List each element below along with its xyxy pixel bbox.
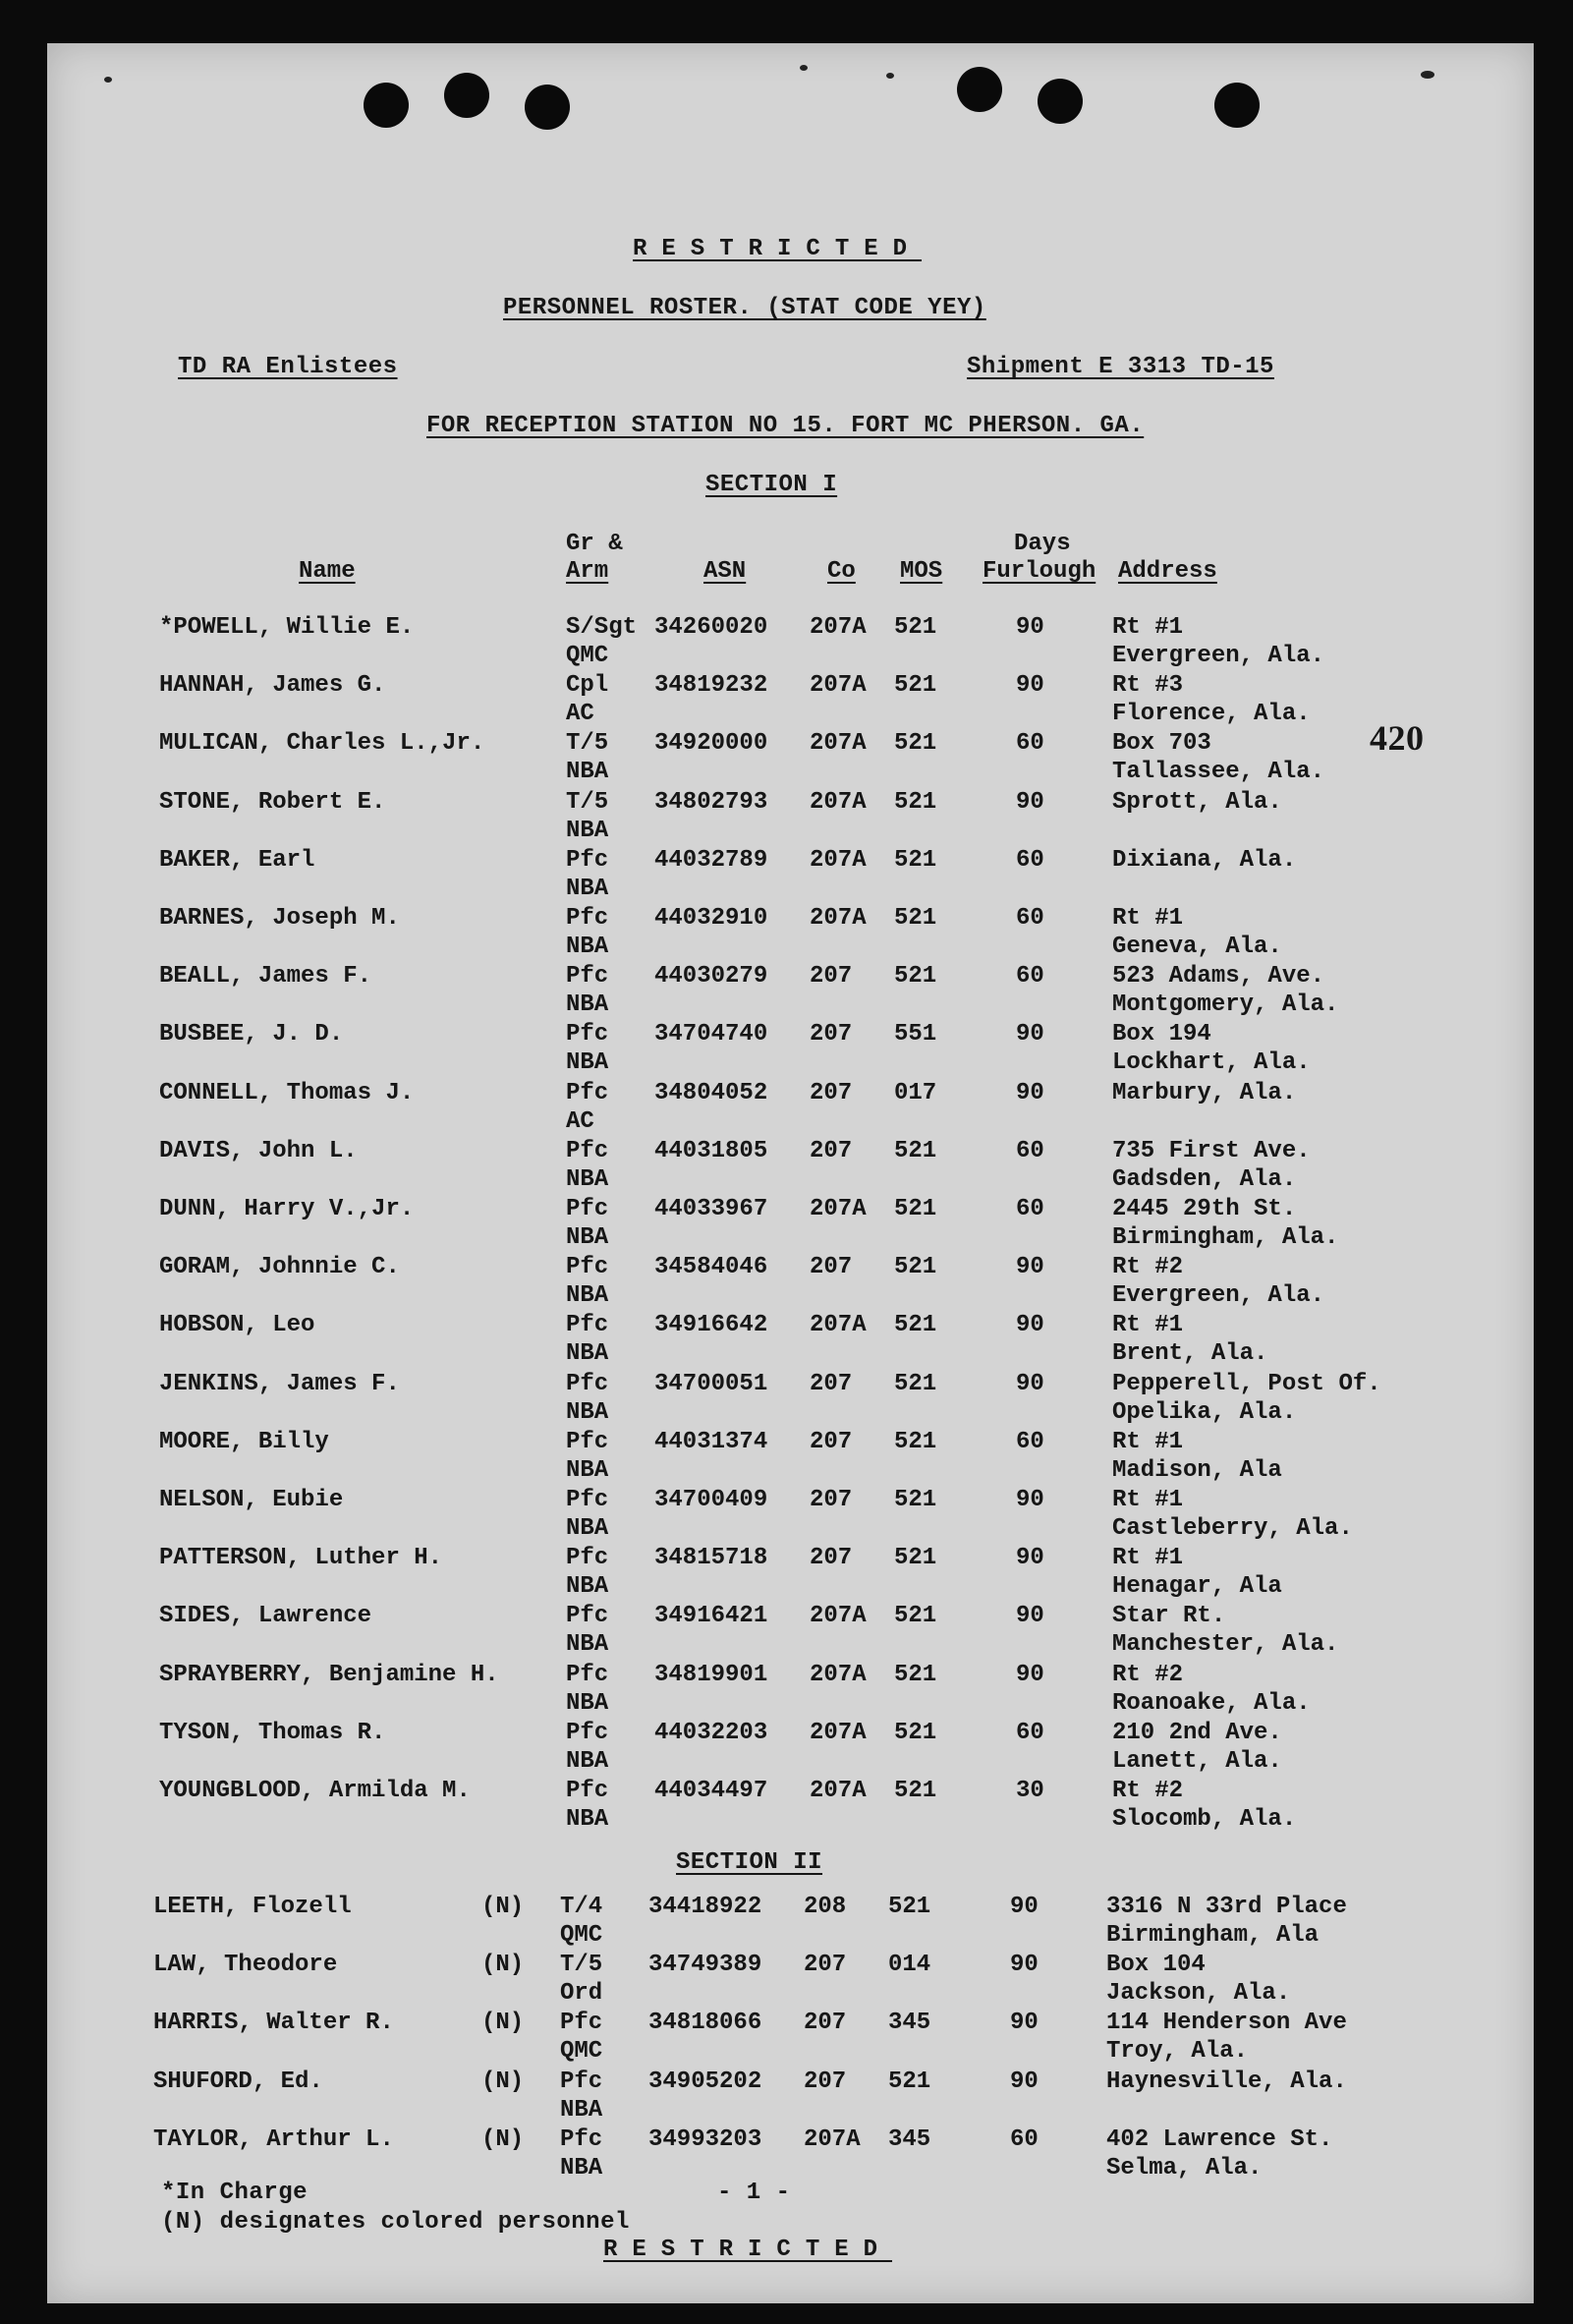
table-row bbox=[41, 2126, 1528, 2184]
mos-cell: 521 bbox=[894, 846, 937, 874]
address-line-1: 2445 29th St. bbox=[1112, 1196, 1297, 1222]
arm-cell: AC bbox=[566, 701, 594, 728]
grade-cell: Cpl bbox=[566, 672, 609, 700]
name-cell: *POWELL, Willie E. bbox=[159, 614, 415, 641]
table-row bbox=[47, 1428, 1534, 1487]
arm-cell: QMC bbox=[560, 2038, 603, 2066]
grade-cell: Pfc bbox=[560, 2010, 603, 2037]
arm-cell: NBA bbox=[566, 1456, 609, 1484]
arm-cell: NBA bbox=[566, 1806, 609, 1833]
company-cell: 208 bbox=[804, 1894, 847, 1920]
table-row bbox=[47, 846, 1534, 905]
address-line-1: Rt #1 bbox=[1112, 614, 1184, 641]
address-line-1: 210 2nd Ave. bbox=[1112, 1719, 1282, 1746]
arm-cell: AC bbox=[566, 1107, 594, 1135]
address-line-1: 114 Henderson Ave bbox=[1106, 2010, 1347, 2037]
grade-cell: T/5 bbox=[566, 730, 609, 758]
table-row bbox=[47, 962, 1534, 1021]
address-line-2: Roanoake, Ala. bbox=[1112, 1689, 1311, 1717]
table-row bbox=[47, 1544, 1534, 1603]
grade-cell: Pfc bbox=[566, 1719, 609, 1746]
mos-cell: 521 bbox=[894, 1370, 937, 1397]
address-line-1: Rt #2 bbox=[1112, 1778, 1184, 1804]
furlough-days-cell: 90 bbox=[1010, 1952, 1039, 1979]
asn-cell: 34749389 bbox=[648, 1952, 762, 1979]
furlough-days-cell: 30 bbox=[1016, 1778, 1044, 1804]
arm-cell: NBA bbox=[566, 817, 609, 844]
arm-cell: NBA bbox=[566, 934, 609, 960]
asn-cell: 34704740 bbox=[654, 1021, 768, 1049]
mos-cell: 521 bbox=[894, 1661, 937, 1688]
address-line-2: Evergreen, Ala. bbox=[1112, 643, 1325, 669]
table-row bbox=[47, 729, 1534, 788]
grade-cell: Pfc bbox=[566, 1603, 609, 1630]
name-cell: BUSBEE, J. D. bbox=[159, 1021, 344, 1049]
mos-cell: 521 bbox=[894, 1312, 937, 1339]
arm-cell: NBA bbox=[566, 759, 609, 786]
col-header-name: Name bbox=[299, 558, 356, 585]
furlough-days-cell: 60 bbox=[1016, 963, 1044, 991]
punch-hole bbox=[364, 83, 409, 128]
address-line-1: Rt #1 bbox=[1112, 1545, 1184, 1572]
grade-cell: Pfc bbox=[566, 1312, 609, 1339]
col-header-gr-1: Gr & bbox=[566, 531, 623, 557]
classification-top: RESTRICTED bbox=[633, 236, 923, 262]
arm-cell: NBA bbox=[560, 2096, 603, 2124]
address-line-1: Rt #1 bbox=[1112, 905, 1184, 932]
address-line-2: Jackson, Ala. bbox=[1106, 1980, 1291, 2008]
name-cell: BARNES, Joseph M. bbox=[159, 905, 400, 932]
arm-cell: Ord bbox=[560, 1980, 603, 2008]
company-cell: 207A bbox=[810, 1719, 867, 1746]
address-line-2: Opelika, Ala. bbox=[1112, 1398, 1297, 1426]
company-cell: 207A bbox=[810, 1778, 867, 1804]
colored-flag: (N) bbox=[481, 2010, 525, 2037]
address-line-2: Troy, Ala. bbox=[1106, 2038, 1249, 2066]
arm-cell: QMC bbox=[560, 1922, 603, 1949]
name-cell: MULICAN, Charles L.,Jr. bbox=[159, 730, 485, 758]
col-header-gr-2: Arm bbox=[566, 558, 609, 585]
grade-cell: T/5 bbox=[560, 1952, 603, 1979]
company-cell: 207A bbox=[810, 1661, 867, 1688]
name-cell: LEETH, Flozell bbox=[153, 1894, 352, 1920]
asn-cell: 34920000 bbox=[654, 730, 768, 758]
arm-cell: NBA bbox=[566, 992, 609, 1019]
asn-cell: 44032789 bbox=[654, 846, 768, 874]
table-row bbox=[47, 1370, 1534, 1429]
arm-cell: NBA bbox=[566, 1515, 609, 1542]
address-line-1: Rt #1 bbox=[1112, 1312, 1184, 1339]
footer-note-in-charge: *In Charge bbox=[161, 2180, 309, 2206]
name-cell: YOUNGBLOOD, Armilda M. bbox=[159, 1778, 471, 1804]
asn-cell: 34916421 bbox=[654, 1603, 768, 1630]
address-line-1: 402 Lawrence St. bbox=[1106, 2126, 1333, 2153]
grade-cell: Pfc bbox=[566, 1428, 609, 1455]
address-line-2: Gadsden, Ala. bbox=[1112, 1165, 1297, 1193]
address-line-2: Evergreen, Ala. bbox=[1112, 1282, 1325, 1310]
furlough-days-cell: 90 bbox=[1010, 2068, 1039, 2095]
arm-cell: NBA bbox=[566, 1398, 609, 1426]
furlough-days-cell: 60 bbox=[1016, 846, 1044, 874]
table-row bbox=[47, 671, 1534, 730]
page-number: - 1 - bbox=[717, 2180, 791, 2206]
furlough-days-cell: 60 bbox=[1010, 2126, 1039, 2153]
grade-cell: Pfc bbox=[566, 1661, 609, 1688]
company-cell: 207 bbox=[810, 1428, 853, 1455]
name-cell: DAVIS, John L. bbox=[159, 1137, 358, 1164]
company-cell: 207A bbox=[810, 905, 867, 932]
name-cell: GORAM, Johnnie C. bbox=[159, 1254, 400, 1281]
mos-cell: 017 bbox=[894, 1079, 937, 1106]
section-2-title: SECTION II bbox=[676, 1849, 823, 1876]
arm-cell: NBA bbox=[566, 1747, 609, 1775]
name-cell: PATTERSON, Luther H. bbox=[159, 1545, 443, 1572]
table-row bbox=[47, 1020, 1534, 1079]
address-line-1: Box 104 bbox=[1106, 1952, 1206, 1979]
name-cell: LAW, Theodore bbox=[153, 1952, 338, 1979]
col-header-days-2: Furlough bbox=[983, 558, 1096, 585]
table-row bbox=[47, 1253, 1534, 1312]
asn-cell: 34916642 bbox=[654, 1312, 768, 1339]
address-line-1: Sprott, Ala. bbox=[1112, 788, 1282, 816]
mos-cell: 521 bbox=[894, 1545, 937, 1572]
furlough-days-cell: 90 bbox=[1016, 1254, 1044, 1281]
furlough-days-cell: 90 bbox=[1010, 1894, 1039, 1920]
furlough-days-cell: 60 bbox=[1016, 1137, 1044, 1164]
table-row bbox=[47, 904, 1534, 963]
table-row bbox=[47, 1602, 1534, 1661]
mos-cell: 521 bbox=[894, 1428, 937, 1455]
arm-cell: NBA bbox=[566, 875, 609, 902]
address-line-2: Birmingham, Ala. bbox=[1112, 1224, 1339, 1251]
name-cell: BEALL, James F. bbox=[159, 963, 372, 991]
mos-cell: 345 bbox=[888, 2010, 931, 2037]
asn-cell: 34584046 bbox=[654, 1254, 768, 1281]
company-cell: 207 bbox=[810, 1487, 853, 1513]
table-row bbox=[47, 1777, 1534, 1836]
col-header-address: Address bbox=[1118, 558, 1217, 585]
asn-cell: 34905202 bbox=[648, 2068, 762, 2095]
company-cell: 207A bbox=[810, 614, 867, 641]
grade-cell: Pfc bbox=[566, 846, 609, 874]
address-line-1: Box 703 bbox=[1112, 730, 1211, 758]
address-line-2: Montgomery, Ala. bbox=[1112, 992, 1339, 1019]
punch-hole bbox=[525, 85, 570, 130]
arm-cell: NBA bbox=[566, 1224, 609, 1251]
grade-cell: Pfc bbox=[566, 1370, 609, 1397]
company-cell: 207 bbox=[810, 1545, 853, 1572]
company-cell: 207 bbox=[810, 1137, 853, 1164]
mos-cell: 521 bbox=[894, 1196, 937, 1222]
grade-cell: Pfc bbox=[566, 1778, 609, 1804]
grade-cell: Pfc bbox=[560, 2068, 603, 2095]
furlough-days-cell: 90 bbox=[1016, 1370, 1044, 1397]
col-header-mos: MOS bbox=[900, 558, 943, 585]
mos-cell: 521 bbox=[894, 1137, 937, 1164]
address-line-1: Dixiana, Ala. bbox=[1112, 846, 1297, 874]
arm-cell: NBA bbox=[566, 1689, 609, 1717]
asn-cell: 34819232 bbox=[654, 672, 768, 700]
grade-cell: Pfc bbox=[566, 1196, 609, 1222]
table-row bbox=[47, 1311, 1534, 1370]
grade-cell: Pfc bbox=[566, 963, 609, 991]
asn-cell: 34418922 bbox=[648, 1894, 762, 1920]
table-row bbox=[47, 1486, 1534, 1545]
mos-cell: 521 bbox=[894, 1778, 937, 1804]
address-line-1: Pepperell, Post Of. bbox=[1112, 1370, 1381, 1397]
furlough-days-cell: 90 bbox=[1016, 614, 1044, 641]
table-row bbox=[47, 788, 1534, 847]
speck-mark bbox=[1421, 71, 1434, 79]
name-cell: TYSON, Thomas R. bbox=[159, 1719, 386, 1746]
company-cell: 207A bbox=[810, 846, 867, 874]
arm-cell: QMC bbox=[566, 643, 609, 669]
colored-flag: (N) bbox=[481, 2126, 525, 2153]
furlough-days-cell: 60 bbox=[1016, 905, 1044, 932]
mos-cell: 521 bbox=[894, 905, 937, 932]
address-line-1: Haynesville, Ala. bbox=[1106, 2068, 1347, 2095]
margin-number: 420 bbox=[1370, 718, 1425, 758]
col-header-co: Co bbox=[827, 558, 856, 585]
punch-hole bbox=[1038, 79, 1083, 124]
asn-cell: 34819901 bbox=[654, 1661, 768, 1688]
speck-mark bbox=[800, 65, 808, 71]
asn-cell: 34818066 bbox=[648, 2010, 762, 2037]
section-1-title: SECTION I bbox=[705, 472, 838, 498]
address-line-1: 735 First Ave. bbox=[1112, 1137, 1311, 1164]
company-cell: 207 bbox=[804, 2068, 847, 2095]
table-row bbox=[47, 1079, 1534, 1138]
asn-cell: 34260020 bbox=[654, 614, 768, 641]
company-cell: 207A bbox=[810, 672, 867, 700]
table-row bbox=[47, 613, 1534, 672]
mos-cell: 521 bbox=[894, 1254, 937, 1281]
grade-cell: Pfc bbox=[566, 1254, 609, 1281]
table-row bbox=[41, 2068, 1528, 2126]
mos-cell: 521 bbox=[894, 730, 937, 758]
address-line-1: Rt #1 bbox=[1112, 1487, 1184, 1513]
destination-line: FOR RECEPTION STATION NO 15. FORT MC PHERSON. GA. bbox=[426, 413, 1145, 439]
grade-cell: S/Sgt bbox=[566, 614, 638, 641]
name-cell: CONNELL, Thomas J. bbox=[159, 1079, 415, 1106]
grade-cell: Pfc bbox=[566, 1021, 609, 1049]
name-cell: HANNAH, James G. bbox=[159, 672, 386, 700]
grade-cell: Pfc bbox=[566, 1137, 609, 1164]
col-header-asn: ASN bbox=[703, 558, 747, 585]
address-line-2: Henagar, Ala bbox=[1112, 1573, 1282, 1601]
document-page bbox=[47, 43, 1534, 2303]
name-cell: NELSON, Eubie bbox=[159, 1487, 344, 1513]
name-cell: DUNN, Harry V.,Jr. bbox=[159, 1196, 415, 1222]
grade-cell: Pfc bbox=[566, 1545, 609, 1572]
company-cell: 207 bbox=[804, 2010, 847, 2037]
furlough-days-cell: 90 bbox=[1016, 1545, 1044, 1572]
company-cell: 207 bbox=[810, 1021, 853, 1049]
address-line-1: Rt #1 bbox=[1112, 1428, 1184, 1455]
asn-cell: 44031374 bbox=[654, 1428, 768, 1455]
asn-cell: 44032203 bbox=[654, 1719, 768, 1746]
asn-cell: 34700051 bbox=[654, 1370, 768, 1397]
mos-cell: 521 bbox=[894, 1603, 937, 1630]
asn-cell: 34815718 bbox=[654, 1545, 768, 1572]
col-header-days-1: Days bbox=[1014, 531, 1071, 557]
furlough-days-cell: 90 bbox=[1016, 1021, 1044, 1049]
footer-note-colored: (N) designates colored personnel bbox=[161, 2209, 630, 2236]
shipment-number: Shipment E 3313 TD-15 bbox=[967, 354, 1274, 380]
table-row bbox=[47, 1137, 1534, 1196]
arm-cell: NBA bbox=[566, 1573, 609, 1601]
arm-cell: NBA bbox=[566, 1165, 609, 1193]
address-line-2: Castleberry, Ala. bbox=[1112, 1515, 1353, 1542]
punch-hole bbox=[444, 73, 489, 118]
arm-cell: NBA bbox=[566, 1282, 609, 1310]
address-line-1: 523 Adams, Ave. bbox=[1112, 963, 1325, 991]
address-line-2: Brent, Ala. bbox=[1112, 1340, 1268, 1368]
address-line-1: Box 194 bbox=[1112, 1021, 1211, 1049]
company-cell: 207 bbox=[810, 1079, 853, 1106]
arm-cell: NBA bbox=[566, 1631, 609, 1659]
address-line-1: 3316 N 33rd Place bbox=[1106, 1894, 1347, 1920]
name-cell: HOBSON, Leo bbox=[159, 1312, 315, 1339]
name-cell: MOORE, Billy bbox=[159, 1428, 329, 1455]
mos-cell: 521 bbox=[894, 1719, 937, 1746]
address-line-2: Lockhart, Ala. bbox=[1112, 1049, 1311, 1077]
roster-title: PERSONNEL ROSTER. (STAT CODE YEY) bbox=[503, 295, 986, 321]
address-line-2: Geneva, Ala. bbox=[1112, 934, 1282, 960]
address-line-2: Selma, Ala. bbox=[1106, 2154, 1263, 2182]
furlough-days-cell: 90 bbox=[1016, 1661, 1044, 1688]
company-cell: 207 bbox=[810, 1370, 853, 1397]
furlough-days-cell: 60 bbox=[1016, 1196, 1044, 1222]
company-cell: 207A bbox=[810, 1312, 867, 1339]
mos-cell: 014 bbox=[888, 1952, 931, 1979]
colored-flag: (N) bbox=[481, 1894, 525, 1920]
name-cell: TAYLOR, Arthur L. bbox=[153, 2126, 394, 2153]
name-cell: JENKINS, James F. bbox=[159, 1370, 400, 1397]
speck-mark bbox=[886, 73, 894, 79]
mos-cell: 521 bbox=[888, 2068, 931, 2095]
address-line-2: Slocomb, Ala. bbox=[1112, 1806, 1297, 1833]
mos-cell: 551 bbox=[894, 1021, 937, 1049]
colored-flag: (N) bbox=[481, 1952, 525, 1979]
name-cell: STONE, Robert E. bbox=[159, 788, 386, 816]
asn-cell: 34700409 bbox=[654, 1487, 768, 1513]
asn-cell: 44030279 bbox=[654, 963, 768, 991]
grade-cell: T/4 bbox=[560, 1894, 603, 1920]
furlough-days-cell: 90 bbox=[1016, 1312, 1044, 1339]
name-cell: SPRAYBERRY, Benjamine H. bbox=[159, 1661, 499, 1688]
asn-cell: 34802793 bbox=[654, 788, 768, 816]
asn-cell: 44032910 bbox=[654, 905, 768, 932]
company-cell: 207A bbox=[810, 1196, 867, 1222]
grade-cell: Pfc bbox=[566, 1487, 609, 1513]
table-row bbox=[47, 1195, 1534, 1254]
furlough-days-cell: 60 bbox=[1016, 730, 1044, 758]
address-line-2: Lanett, Ala. bbox=[1112, 1747, 1282, 1775]
table-row bbox=[47, 1719, 1534, 1778]
furlough-days-cell: 60 bbox=[1016, 1428, 1044, 1455]
address-line-2: Madison, Ala bbox=[1112, 1456, 1282, 1484]
arm-cell: NBA bbox=[560, 2154, 603, 2182]
mos-cell: 521 bbox=[894, 963, 937, 991]
furlough-days-cell: 90 bbox=[1016, 1079, 1044, 1106]
name-cell: BAKER, Earl bbox=[159, 846, 315, 874]
asn-cell: 34804052 bbox=[654, 1079, 768, 1106]
address-line-2: Birmingham, Ala bbox=[1106, 1922, 1320, 1949]
address-line-1: Marbury, Ala. bbox=[1112, 1079, 1297, 1106]
furlough-days-cell: 90 bbox=[1016, 1603, 1044, 1630]
grade-cell: T/5 bbox=[566, 788, 609, 816]
company-cell: 207 bbox=[810, 1254, 853, 1281]
mos-cell: 345 bbox=[888, 2126, 931, 2153]
name-cell: SHUFORD, Ed. bbox=[153, 2068, 323, 2095]
table-row bbox=[41, 1893, 1528, 1952]
address-line-1: Star Rt. bbox=[1112, 1603, 1226, 1630]
grade-cell: Pfc bbox=[560, 2126, 603, 2153]
furlough-days-cell: 90 bbox=[1016, 1487, 1044, 1513]
table-row bbox=[47, 1661, 1534, 1720]
address-line-1: Rt #2 bbox=[1112, 1661, 1184, 1688]
arm-cell: NBA bbox=[566, 1049, 609, 1077]
colored-flag: (N) bbox=[481, 2068, 525, 2095]
speck-mark bbox=[104, 77, 112, 83]
asn-cell: 44033967 bbox=[654, 1196, 768, 1222]
punch-hole bbox=[1214, 83, 1260, 128]
name-cell: HARRIS, Walter R. bbox=[153, 2010, 394, 2037]
punch-hole bbox=[957, 67, 1002, 112]
furlough-days-cell: 90 bbox=[1010, 2010, 1039, 2037]
classification-bottom: RESTRICTED bbox=[603, 2237, 893, 2263]
address-line-1: Rt #3 bbox=[1112, 672, 1184, 700]
arm-cell: NBA bbox=[566, 1340, 609, 1368]
address-line-2: Tallassee, Ala. bbox=[1112, 759, 1325, 786]
address-line-2: Florence, Ala. bbox=[1112, 701, 1311, 728]
furlough-days-cell: 90 bbox=[1016, 672, 1044, 700]
address-line-1: Rt #2 bbox=[1112, 1254, 1184, 1281]
table-row bbox=[41, 2009, 1528, 2068]
grade-cell: Pfc bbox=[566, 1079, 609, 1106]
asn-cell: 44034497 bbox=[654, 1778, 768, 1804]
asn-cell: 44031805 bbox=[654, 1137, 768, 1164]
grade-cell: Pfc bbox=[566, 905, 609, 932]
company-cell: 207A bbox=[810, 730, 867, 758]
mos-cell: 521 bbox=[894, 788, 937, 816]
name-cell: SIDES, Lawrence bbox=[159, 1603, 372, 1630]
enlistee-group: TD RA Enlistees bbox=[178, 354, 398, 380]
furlough-days-cell: 90 bbox=[1016, 788, 1044, 816]
mos-cell: 521 bbox=[894, 614, 937, 641]
company-cell: 207 bbox=[804, 1952, 847, 1979]
company-cell: 207 bbox=[810, 963, 853, 991]
mos-cell: 521 bbox=[888, 1894, 931, 1920]
company-cell: 207A bbox=[810, 788, 867, 816]
company-cell: 207A bbox=[810, 1603, 867, 1630]
asn-cell: 34993203 bbox=[648, 2126, 762, 2153]
mos-cell: 521 bbox=[894, 1487, 937, 1513]
company-cell: 207A bbox=[804, 2126, 861, 2153]
table-row bbox=[41, 1951, 1528, 2010]
mos-cell: 521 bbox=[894, 672, 937, 700]
address-line-2: Manchester, Ala. bbox=[1112, 1631, 1339, 1659]
furlough-days-cell: 60 bbox=[1016, 1719, 1044, 1746]
